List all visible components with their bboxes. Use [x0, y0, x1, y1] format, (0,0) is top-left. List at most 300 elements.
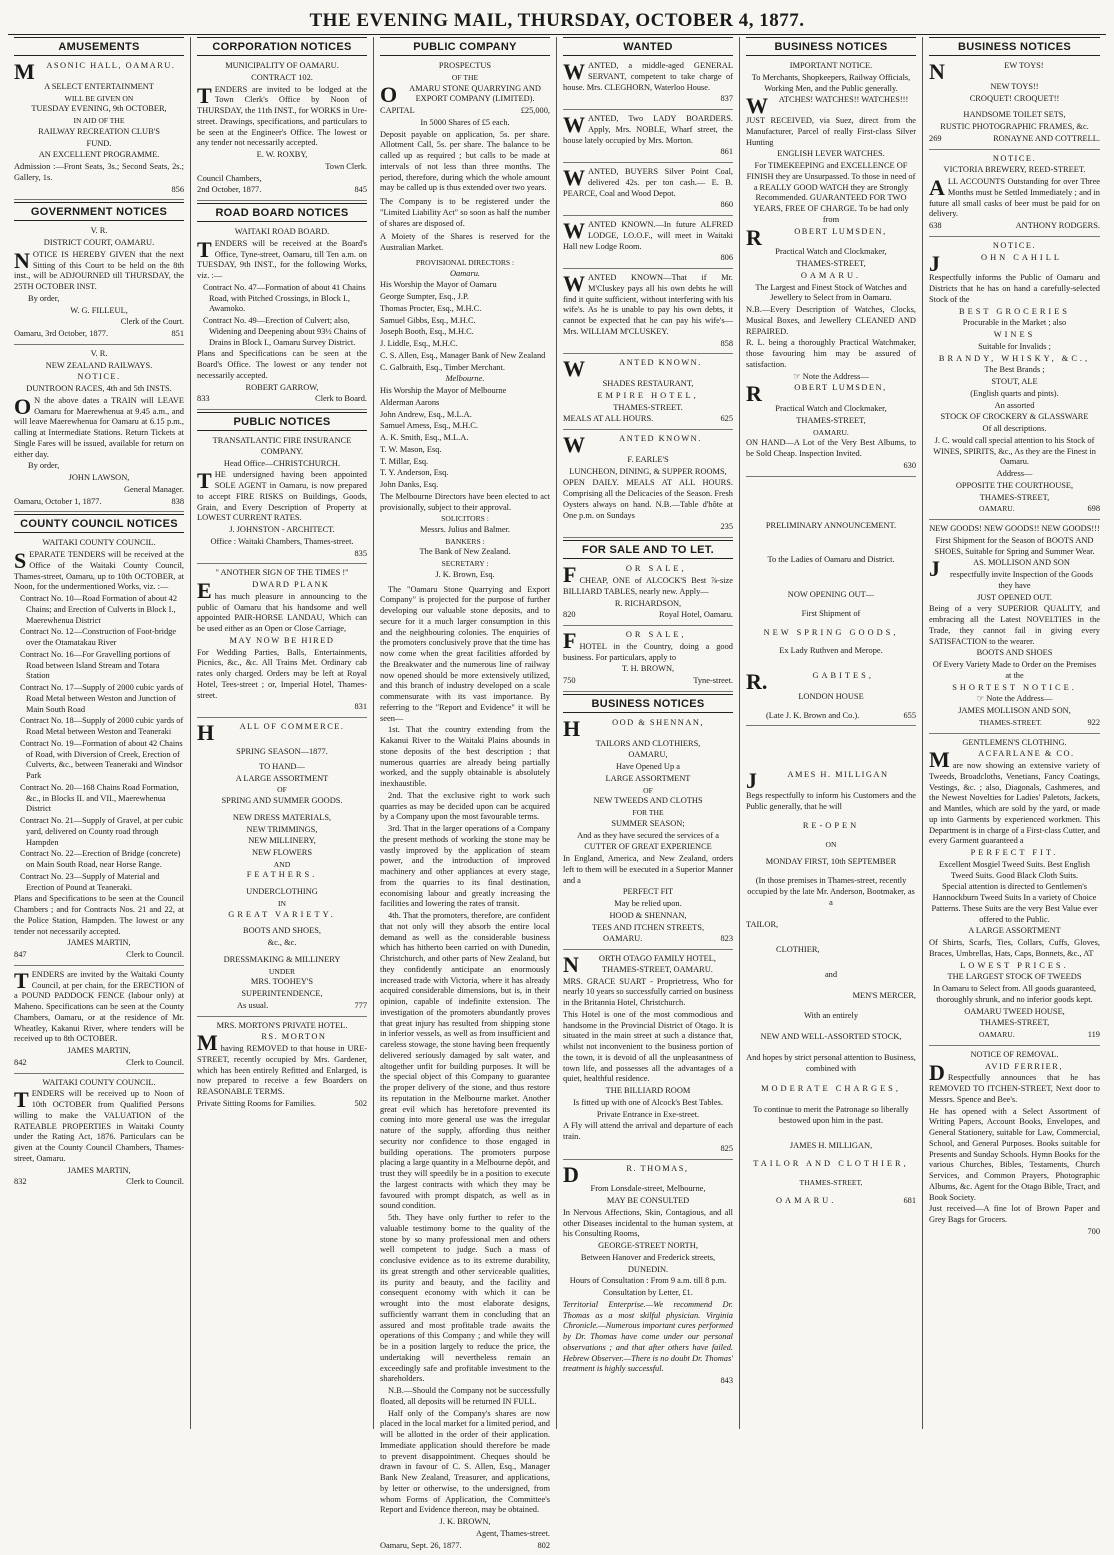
- ad-number: 832: [14, 1177, 27, 1187]
- ad-line: ENGLISH LEVER WATCHES.: [777, 149, 885, 159]
- ad-line: By order,: [28, 461, 60, 471]
- drop-cap: F: [563, 628, 577, 653]
- ad-body: CHEAP, ONE of ALCOCK'S Best ⅞-size BILLIARD TABLES, nearly new. Apply—: [563, 576, 733, 596]
- ad-line: ☞ Note the Address—: [976, 694, 1053, 704]
- ad-line: The Best Brands ;: [984, 365, 1045, 375]
- ad-signature: JAMES MARTIN,: [67, 1165, 131, 1175]
- ad-body: Respectfully informs the Public of Oamaru and Districts that he has on hand a carefully-selected Stock of the: [929, 273, 1100, 304]
- ad-line: TAILORS AND CLOTHIERS,: [595, 738, 701, 748]
- ad-line: UNDER: [268, 966, 296, 976]
- ad-line: DUNTROON RACES, 4th and 5th INSTS.: [26, 384, 172, 394]
- drop-cap: E: [197, 578, 212, 604]
- ad-number: 820: [563, 610, 576, 620]
- ad-body: For Wedding Parties, Balls, Entertainments, Picnics, &c., &c. All Trains Met. Ordinary cab rates only charged. Orders may be left at Royal Hotel, Tees-street ; or, Imperial Hotel, Thames-street.: [197, 647, 367, 700]
- ad-body: N.B.—Every Description of Watches, Clocks, Musical Boxes, and Jewellery CLEANED AND REPAIRED.: [746, 305, 916, 336]
- hood-shennan-ad: [563, 716, 733, 950]
- ad-signature: JAMES H. MILLIGAN,: [789, 1140, 873, 1150]
- drop-cap: H: [197, 720, 215, 746]
- ad-line: GEORGE-STREET NORTH,: [598, 1241, 698, 1251]
- ad-line: Melbourne.: [445, 374, 485, 384]
- ad-line: Agent, Thames-street.: [475, 1528, 550, 1538]
- drop-cap: W: [563, 59, 585, 85]
- ad-line: MEALS AT ALL HOURS.: [563, 414, 654, 424]
- ad-body: OPEN DAILY. MEALS AT ALL HOURS. Comprising all the Delicacies of the Season. Fresh Oysters always on hand. N.B.—Table d'hôte at One p.m. on Sundays: [563, 478, 733, 520]
- ad-body: HOTEL in the Country, doing a good business. For particulars, apply to: [563, 641, 733, 662]
- ad-line: LARGE ASSORTMENT: [605, 773, 691, 783]
- ad-name: AS. MOLLISON AND SON: [973, 558, 1070, 568]
- ad-body: Excellent Mosgiel Tweed Suits. Best English Tweed Suits. Good Black Cloth Suits.: [939, 859, 1090, 880]
- ad-line: Clerk to Council.: [126, 950, 184, 960]
- ad-body: In Oamaru to Select from. All goods guaranteed, thoroughly shrunk, and no inferior goods kept.: [932, 984, 1097, 1004]
- ad-line: BOOTS AND SHOES: [976, 648, 1053, 658]
- ad-number: 630: [903, 460, 916, 470]
- ad-line: V. R.: [90, 348, 108, 358]
- ad-number: 835: [354, 548, 367, 558]
- drop-cap: N: [929, 59, 945, 85]
- ad-body: Deposit payable on application, 5s. per share. Allotment Call, 5s. per share. The balance to be called up as required ; but calls to be made at intervals of not less than three months. The period, therefore, during which the whole amount may be called up is thus extended over two years.: [380, 129, 550, 193]
- ad-body: And hopes by strict personal attention to Business, combined with: [746, 1052, 916, 1073]
- waitaki-county-tenders-ad: [14, 536, 184, 966]
- ad-title: IMPORTANT NOTICE.: [789, 61, 873, 71]
- ad-line: NOTICE.: [77, 372, 121, 382]
- ad-line: BEST GROCERIES: [959, 306, 1070, 316]
- section-heading: PUBLIC COMPANY: [380, 37, 550, 56]
- ad-line: MRS. TOOHEY'S: [250, 977, 314, 987]
- ad-body: For TIMEKEEPING and EXCELLENCE OF FINISH they are Unsurpassed. To those in need of a REALLY GOOD WATCH they are Strongly Recommended. GUARANTEED FOR TWO YEARS, FREE OF CHARGE. To be had only from: [746, 161, 916, 224]
- ad-line: EW TOYS!: [1004, 61, 1044, 71]
- drop-cap: J: [746, 768, 757, 794]
- drop-cap: M: [929, 747, 950, 773]
- ad-line: SECRETARY :: [441, 559, 489, 569]
- section-heading: BUSINESS NOTICES: [929, 37, 1100, 56]
- ad-number: 625: [720, 414, 733, 424]
- ad-line: MONDAY FIRST, 10th SEPTEMBER: [765, 857, 897, 867]
- drop-cap: T: [197, 236, 212, 262]
- ad-number: 831: [354, 702, 367, 712]
- ad-name: OHN CAHILL: [981, 252, 1062, 262]
- drop-cap: R: [746, 224, 762, 250]
- ad-line: (Late J. K. Brown and Co.).: [766, 710, 860, 720]
- ad-title: WAITAKI COUNTY COUNCIL.: [42, 1077, 156, 1087]
- ad-number: 823: [720, 934, 733, 944]
- victoria-brewery-ad: [929, 152, 1100, 237]
- drop-cap: W: [563, 356, 585, 382]
- ad-number: 119: [1087, 1030, 1100, 1040]
- column-2: [191, 37, 374, 1429]
- ad-number: 698: [1087, 504, 1100, 514]
- ad-name: OBERT LUMSDEN,: [794, 226, 887, 236]
- john-cahill-ad: [929, 239, 1100, 520]
- ad-number: 655: [903, 710, 916, 720]
- ad-line: Ex Lady Ruthven and Merope.: [779, 646, 883, 656]
- ad-line: CROQUET! CROQUET!!: [969, 93, 1060, 103]
- ad-line: As usual.: [237, 1000, 269, 1010]
- ad-body: ENDERS will be received at the Board's Office, Tyne-street, Oamaru, till Ten a.m. on TUESDAY, 9th INST., for the following Works, viz. :—: [197, 238, 367, 281]
- ad-line: THE BILLIARD ROOM: [605, 1086, 691, 1096]
- ad-line: NEW FLOWERS: [251, 848, 313, 857]
- ad-body: A Fly will attend the arrival and departure of each train.: [563, 1121, 733, 1142]
- ad-line: With an entirely: [803, 1011, 859, 1021]
- ad-line: THAMES-STREET,: [796, 415, 866, 425]
- milligan-ad: [746, 728, 916, 1210]
- ad-body: Territorial Enterprise.—We recommend Dr. Thomas as a most skilful physician. Virginia Chronicle.—Numerous important cures performed by Dr. Thomas have come under our personal observations ; and that after others have failed. Hebrew Observer.—There is no doubt Dr. Thomas' treatment is highly successful.: [563, 1299, 733, 1374]
- ad-title: MRS. MORTON'S PRIVATE HOTEL.: [216, 1020, 348, 1030]
- ad-line: Clerk of the Court.: [120, 317, 184, 327]
- ad-body: This Hotel is one of the most commodious and handsome in the Provincial District of Otago. It is situated in the main street at such a distance that, whilst not inconvenient to the business portion of the town, it is devoid of all the unpleasantness of town life, and possesses all the advantages of a quiet, healthful residence.: [563, 1009, 733, 1084]
- ad-line: SHORTEST NOTICE.: [952, 682, 1077, 692]
- ad-line: and: [824, 969, 838, 979]
- ad-line: Council Chambers,: [197, 173, 262, 183]
- ad-line: The Bank of New Zealand.: [419, 547, 511, 557]
- drop-cap: T: [14, 967, 29, 993]
- drop-cap: N: [563, 952, 579, 978]
- ad-number: 806: [720, 253, 733, 263]
- ad-line: LONDON HOUSE: [798, 691, 864, 701]
- ad-body: To Merchants, Shopkeepers, Railway Officials, Working Men, and the Public generally.: [751, 72, 911, 93]
- drop-cap: N: [14, 247, 30, 273]
- ad-number: 777: [354, 1000, 367, 1010]
- drop-cap: T: [197, 82, 212, 108]
- ad-line: OAMARU.: [979, 1030, 1015, 1040]
- ad-line: Hours of Consultation : From 9 a.m. till 8 p.m.: [569, 1276, 727, 1286]
- ad-body: Respectfully announces that he has REMOVED TO ITCHEN-STREET, Next door to Messrs. Spence and Bee's.: [929, 1073, 1100, 1104]
- district-court-ad: [14, 224, 184, 345]
- wanted-ad: [563, 271, 733, 354]
- drop-cap: H: [563, 715, 581, 741]
- ad-number: 847: [14, 950, 27, 960]
- ad-line: STOCK OF CROCKERY & GLASSWARE: [940, 412, 1089, 422]
- section-heading: COUNTY COUNCIL NOTICES: [14, 514, 184, 533]
- ad-line: TAILOR,: [746, 920, 779, 930]
- section-heading: AMUSEMENTS: [14, 37, 184, 56]
- ad-name: AVID FERRIER,: [984, 1061, 1063, 1071]
- ad-body: In England, America, and New Zealand, orders left to them will be executed in a Superior Manner and a: [563, 854, 733, 885]
- column-3: [374, 37, 557, 1550]
- ad-line: PERFECT FIT.: [970, 848, 1059, 858]
- drop-cap: W: [563, 112, 585, 138]
- contract-item: Contract No. 21—Supply of Gravel, at per cubic yard, delivered on County road through Hampden: [20, 816, 184, 847]
- ferrier-removal-ad: [929, 1048, 1100, 1242]
- pound-fence-ad: [14, 968, 184, 1074]
- ad-line: DUNEDIN.: [627, 1264, 669, 1274]
- ad-line: RAILWAY RECREATION CLUB'S: [38, 126, 160, 136]
- ad-title: NOTICE OF REMOVAL.: [970, 1049, 1059, 1059]
- drop-cap: R.: [746, 669, 768, 695]
- director: Joseph Booth, Esq., M.H.C.: [380, 327, 474, 337]
- ad-line: Practical Watch and Clockmaker,: [775, 247, 887, 257]
- contract-item: Contract No. 23—Supply of Material and Erection of Pound at Teaneraki.: [20, 871, 160, 892]
- ad-name: F. EARLE'S: [627, 454, 669, 464]
- ad-body: Of Every Variety Made to Order on the Premises at the: [932, 660, 1097, 680]
- ad-line: Royal Hotel, Oamaru.: [659, 610, 733, 620]
- ad-line: NEW TWEEDS AND CLOTHS: [593, 796, 703, 806]
- ad-body: Of Shirts, Scarfs, Ties, Collars, Cuffs, Gloves, Braces, Umbrellas, Hats, Caps, Bonnets, &c., AT: [929, 938, 1100, 958]
- masthead: THE EVENING MAIL, THURSDAY, OCTOBER 4, 1877.: [309, 10, 805, 31]
- ad-body: First Shipment for the Season of BOOTS AND SHOES, Suitable for Spring and Summer Wear.: [934, 535, 1095, 556]
- earle-rooms-ad: [563, 432, 733, 538]
- ad-line: MAY BE CONSULTED: [606, 1196, 690, 1206]
- ad-line: J. K. Brown, Esq.: [435, 569, 495, 579]
- prospectus-paragraph: Half only of the Company's shares are now placed in the local market for a limited period, and will be allotted in the order of their application. Immediate application should therefore be made to prevent disappointment. Cheques should be drawn in favour of C. S. Allen, Esq., Manager Bank New Zealand, Treasurer, and applications, by letter or otherwise, to the undersigned, from whom Forms of Application, the Committee's Report and Evidence thereon, may be obtained.: [380, 1408, 550, 1515]
- ad-line: Address—: [996, 469, 1033, 479]
- section-heading: ROAD BOARD NOTICES: [197, 203, 367, 222]
- ad-title: NEW GOODS! NEW GOODS!! NEW GOODS!!!: [929, 524, 1100, 534]
- ad-line: OAMARU TWEED HOUSE,: [964, 1006, 1065, 1016]
- ad-date: Oamaru, Sept. 26, 1877.: [380, 1540, 462, 1550]
- ad-body: ANTED KNOWN.—In future ALFRED LODGE, I.O.O.F., will meet in Waitaki Hall new Lodge Room.: [563, 220, 733, 251]
- section-heading: FOR SALE AND TO LET.: [563, 540, 733, 559]
- mollison-boots-ad: [929, 522, 1100, 734]
- ad-line: PERFECT FIT: [622, 887, 674, 897]
- ad-line: SUMMER SEASON;: [611, 818, 685, 828]
- ad-line: And as they have secured the services of a: [577, 830, 719, 840]
- ad-title: MUNICIPALITY OF OAMARU.: [225, 61, 339, 71]
- drop-cap: D: [929, 1059, 945, 1085]
- ad-body: ENDERS will be received up to Noon of 10th OCTOBER from Qualified Persons willing to make the VALUATION of the RATEABLE PROPERTIES in Waitaki County under the Rating Act, 1876. Particulars can be given at the County Council Chambers, Thames-street, Oamaru.: [14, 1089, 184, 1163]
- ad-number: 922: [1087, 717, 1100, 727]
- drop-cap: J: [929, 250, 940, 276]
- ad-name: R. THOMAS,: [626, 1163, 689, 1173]
- masonic-hall-ad: [14, 59, 184, 200]
- ad-signature: JOHN LAWSON,: [68, 473, 130, 483]
- section-heading: BUSINESS NOTICES: [746, 37, 916, 56]
- contract-item: Contract No. 18—Supply of 2000 cubic yards of Road Metal between Weston and Teaneraki: [20, 716, 184, 737]
- ad-line: OF: [643, 785, 653, 795]
- ad-body: R. L. being a thoroughly Practical Watchmaker, those favouring him may be assured of satisfaction.: [746, 338, 916, 369]
- ad-line: SPRING AND SUMMER GOODS.: [221, 796, 343, 805]
- ad-line: FOR THE: [632, 808, 664, 818]
- toys-ad: [929, 59, 1100, 150]
- ad-title: PRELIMINARY ANNOUNCEMENT.: [765, 520, 897, 530]
- ad-line: TEES AND ITCHEN STREETS,: [591, 922, 705, 932]
- ad-body: having REMOVED to that house in URE-STREET, recently occupied by Mrs. Gardener, which has been entirely Refitted and Enlarged, is now prepared to receive a few Boarders on REASONABLE TERMS.: [197, 1044, 367, 1097]
- ad-line: THAMES-STREET.: [613, 402, 683, 412]
- ad-number: 861: [720, 147, 733, 157]
- ad-line: OF THE: [451, 72, 479, 82]
- ad-date: Oamaru, 3rd October, 1877.: [14, 329, 109, 339]
- contract-item: Contract No. 16—For Gravelling portions of Road between Island Stream and Totara Station: [20, 649, 171, 681]
- ad-body: To continue to merit the Patronage so liberally bestowed upon him in the past.: [753, 1105, 909, 1125]
- ad-body: ANTED, a middle-aged GENERAL SERVANT, competent to take charge of house. Mrs. CLEGHORN, Waterloo House.: [563, 61, 733, 92]
- ad-line: V. R.: [90, 226, 108, 236]
- ad-title: NOTICE.: [992, 240, 1037, 250]
- ad-body: LL ACCOUNTS Outstanding for over Three Months must be Settled Immediately ; and in future all small casks of beer must be paid for on delivery.: [929, 177, 1100, 219]
- ad-body: EPARATE TENDERS will be received at the Office of the Waitaki County Council, Thames-street, Oamaru, up to 10th OCTOBER, at Noon, for the undermentioned Works, viz. :—: [14, 550, 184, 592]
- ad-line: SPRING SEASON—1877.: [236, 747, 328, 757]
- ad-line: General Manager.: [124, 484, 184, 494]
- director: Thomas Procter, Esq., M.H.C.: [380, 303, 482, 313]
- ad-line: Procurable in the Market ; also: [962, 318, 1067, 328]
- ad-signature: JAMES MARTIN,: [67, 938, 131, 948]
- contract-item: Contract No. 17—Supply of 2000 cubic yards of Road Metal between Weston and Junction of Main South Road: [20, 683, 184, 714]
- ad-line: SUPERINTENDENCE,: [241, 989, 323, 999]
- director: Samuel Amess, Esq., M.H.C.: [380, 421, 478, 431]
- ad-line: Oamaru.: [449, 268, 480, 278]
- ad-body: ENDERS are invited by the Waitaki County Council, at per chain, for the ERECTION of a POUND PADDOCK FENCE (labour only) at Maheno. Specifications can be seen at the County Chambers, Oamaru, or at the residence of Mr. Wheatley, Kakanui River, where tenders will be received up to 8th OCTOBER.: [14, 969, 184, 1044]
- ad-name: AMES H. MILLIGAN: [787, 770, 889, 780]
- ad-line: DRESSMAKING & MILLINERY: [223, 954, 341, 964]
- ad-signature: JAMES MOLLISON AND SON,: [958, 706, 1071, 716]
- ad-name: OOD & SHENNAN,: [612, 717, 705, 727]
- ad-body: are now showing an extensive variety of Tweeds, Broadcloths, Venetians, Fancy Coatings, Vestings, &c. ; also, Diagonals, Cashmeres, and the Newest Novelties for Ladies' Paletots, Jackets, and Mantles, which are sold by the yard, or made up into Garments by experienced workmen. This Department is in charge of a First-class Cutter, and every Garment guaranteed a: [929, 761, 1100, 846]
- ad-line: Clerk to Council.: [126, 1177, 184, 1187]
- ad-number: 502: [354, 1098, 367, 1108]
- ad-body: The Melbourne Directors have been elected to act provisionally, subject to their approval.: [380, 491, 550, 512]
- morton-hotel-ad: [197, 1019, 367, 1114]
- ad-body: respectfully invite Inspection of the Goods they have: [949, 570, 1094, 590]
- ad-title: " ANOTHER SIGN OF THE TIMES !": [215, 568, 349, 578]
- gabites-announcement-ad: [746, 479, 916, 727]
- ad-line: Suitable for Invalids ;: [978, 341, 1051, 351]
- director: John Andrew, Esq., M.L.A.: [380, 409, 472, 419]
- ad-line: JUST OPENED OUT.: [977, 592, 1052, 602]
- capital-label: CAPITAL: [380, 106, 415, 116]
- contract-item: Contract No. 22—Erection of Bridge (concrete) on Main South Road, near Horse Range.: [20, 849, 181, 870]
- ad-line: THAMES-STREET,: [799, 1178, 863, 1187]
- ad-line: AN EXCELLENT PROGRAMME.: [38, 150, 160, 160]
- director: Alderman Aarons: [380, 397, 440, 407]
- ad-title: AMARU STONE QUARRYING AND EXPORT COMPANY (LIMITED).: [409, 83, 541, 104]
- director: C. Galbraith, Esq., Timber Merchant.: [380, 362, 505, 372]
- ad-body: ANTED, BUYERS Silver Point Coal, delivered 42s. per ton cash.— E. B. PEARCE, Coal and Wood Depot.: [563, 167, 733, 198]
- ad-signature: T. H. BROWN,: [621, 664, 675, 674]
- contract-item: Contract No. 19—Formation of about 42 Chains of Road, with Diversion of Creek, Erection of Culverts, &c., between Teaneraki and Windsor Park: [20, 738, 183, 781]
- ad-line: UNDERCLOTHING: [246, 887, 318, 897]
- ad-signature: JAMES MARTIN,: [67, 1046, 131, 1056]
- ad-line: To the Ladies of Oamaru and District.: [767, 555, 895, 565]
- prospectus-paragraph: The "Oamaru Stone Quarrying and Export Company" is projected for the purpose of further developing our valuable stone deposits, and to secure for it a much larger consumption in this and the neighbouring colonies. The enquiries of the promoters conclusively prove that the time has now come when the great facilities afforded by the Breakwater and the numerous line of railway now opened should be more extensively utilized, and this branch of industry developed on a scale commensurate with its vast importance. By referring to the "Report and Evidence" it will be seen—: [380, 584, 550, 723]
- drop-cap: M: [197, 1030, 218, 1056]
- edward-plank-ad: [197, 566, 367, 718]
- ad-line: A LARGE ASSORTMENT: [235, 773, 329, 783]
- ad-number: 235: [720, 522, 733, 532]
- section-heading: CORPORATION NOTICES: [197, 37, 367, 56]
- ad-name: GABITES,: [812, 671, 874, 681]
- ad-line: By order,: [28, 293, 60, 303]
- drop-cap: T: [14, 1087, 29, 1113]
- drop-cap: S: [14, 548, 27, 574]
- ad-line: Clerk to Board.: [315, 394, 367, 404]
- ad-line: WINES: [993, 330, 1036, 340]
- ad-line: Of all descriptions.: [982, 424, 1047, 434]
- ad-signature: RONAYNE AND COTTRELL.: [993, 133, 1100, 143]
- ad-number: 843: [720, 1376, 733, 1386]
- drop-cap: W: [563, 165, 585, 191]
- director: John Danks, Esq.: [380, 480, 439, 490]
- ad-body: (In those premises in Thames-street, recently occupied by the late Mr. Anderson, Bootmaker, as a: [747, 876, 915, 907]
- ad-line: CLOTHIER,: [776, 945, 820, 954]
- ad-title: ASONIC HALL, OAMARU.: [46, 61, 176, 71]
- prospectus-paragraph: N.B.—Should the Company not be successfully floated, all deposits will be returned IN FULL.: [380, 1386, 550, 1406]
- ad-number: 681: [903, 1195, 916, 1205]
- ad-line: THE LARGEST STOCK OF TWEEDS: [947, 972, 1082, 982]
- ad-line: THAMES-STREET,: [979, 492, 1050, 502]
- director: T. Millar, Esq.: [380, 456, 429, 466]
- ad-line: BRANDY, WHISKY, &C.,: [938, 353, 1091, 363]
- ad-line: NEW DRESS MATERIALS,: [232, 812, 332, 822]
- ad-line: Town Clerk.: [325, 161, 367, 171]
- dr-thomas-ad: [563, 1162, 733, 1391]
- ad-body: OTICE IS HEREBY GIVEN that the next Sitting of this Court to be held on the 8th inst., will be ADJOURNED till THURSDAY, the 25TH OCTOBER INST.: [14, 249, 184, 292]
- ad-signature: W. G. FILLEUL,: [70, 305, 128, 315]
- prospectus-paragraph: 3rd. That in the larger operations of a Company the present methods of working the stone may be vastly improved by the application of steam power, and the introduction of improved machinery and other appliances at every stage, from the quarries to its final destination, economising labour and greatly increasing the facilities and lowering the rates of transit.: [380, 824, 550, 909]
- prospectus-paragraph: 4th. That the promoters, therefore, are confident that not only will they absorb the entire local demand as well as the considerable business which has hitherto been carried on with Dunedin, Christchurch, and other parts of New Zealand, but they confidently anticipate an enormously increased trade with Victoria, where it has already acquired considerable dimensions, but is, in their opinion, capable of indefinite extension. The investigation of the promoters abundantly proves that great injury has resulted from shipping stone in inferior vessels, as well as from insufficient and careless stowage, the stone having been frequently delivered seriously damaged by salt water, and altogether unfit for building purposes. It will be the special object of this Company to guarantee the proper delivery of the stone, and thus restore its reputation in the Melbourne market. Another great evil which has heretofore prevented its coming into more general use was the irregular nature of the supply, affording thus neither security nor confidence to those engaged in building operations. The promoters purpose placing a large quantity in a Melbourne depôt, and trust they will speedily be in a position to execute the largest contracts with which they may be favoured with prompt dispatch, as well as in sound condition.: [380, 911, 550, 1211]
- ad-title: VICTORIA BREWERY, REED-STREET.: [943, 165, 1086, 175]
- ad-line: Messrs. Julius and Balmer.: [419, 524, 511, 534]
- ad-line: &c., &c.: [267, 938, 297, 948]
- ad-number: 700: [1087, 1226, 1100, 1236]
- ad-line: RUSTIC PHOTOGRAPHIC FRAMES, &c.: [940, 122, 1089, 132]
- ad-line: BANKERS :: [445, 536, 485, 546]
- contract-item: Contract No. 10—Road Formation of about 42 Chains; and Erection of Culverts in Block I., Maerewhenua District: [20, 594, 178, 625]
- transatlantic-insurance-ad: [197, 434, 367, 564]
- ad-body: HE undersigned having been appointed SOLE AGENT in Oamaru, is now prepared to accept FIRE RISKS on Buildings, Goods, Grain, and Every Description of Property at LOWEST CURRENT RATES.: [197, 470, 367, 523]
- municipality-contract-ad: [197, 59, 367, 201]
- ad-line: First Shipment of: [801, 608, 861, 618]
- prospectus-paragraph: 1st. That the country extending from the Kakanui River to the Waitaki Plains abounds in stone deposits of the best description ; that numerous quarries are already being partially worked, and the supply obtainable is absolutely inexhaustible.: [380, 725, 550, 789]
- columns: [8, 37, 1106, 1550]
- ad-line: TAILOR AND CLOTHIER,: [753, 1159, 909, 1169]
- ad-line: PROVISIONAL DIRECTORS :: [415, 257, 515, 267]
- ad-line: Clerk to Council.: [126, 1057, 184, 1067]
- ad-line: THAMES-STREET,: [796, 259, 866, 269]
- ad-line: THAMES-STREET,: [979, 1018, 1050, 1028]
- ad-line: MODERATE CHARGES,: [761, 1084, 901, 1094]
- ad-body: In Nervous Affections, Skin, Contagious, and all other Diseases incidental to the human system, at his Consulting Rooms,: [563, 1207, 733, 1239]
- ad-line: OAMARU.: [813, 427, 849, 437]
- column-1: [8, 37, 191, 1429]
- nz-railways-ad: [14, 347, 184, 513]
- ad-title: ALL OF COMMERCE.: [239, 722, 345, 732]
- ad-line: TUESDAY EVENING, 9th OCTOBER,: [31, 104, 167, 114]
- column-5: [740, 37, 923, 1429]
- ad-title: WAITAKI COUNTY COUNCIL.: [42, 538, 156, 548]
- ad-name: ACFARLANE & CO.: [978, 749, 1075, 759]
- ad-line: May be relied upon.: [614, 899, 682, 909]
- ad-line: CONTRACT 102.: [251, 72, 313, 82]
- prospectus-paragraph: 5th. They have only further to refer to the valuable testimony borne to the quality of the stone by so many professional men and others well competent to judge. Such a mass of conclusive evidence as to its extreme durability, its great strength and other serviceable qualities, its purity and beauty, and the facility and consequent economy with which it can be wrought into the most elaborate designs, sufficiently warrant them in concluding that an assured and most profitable trade awaits the operations of this Company ; and while they will be in a position largely to reduce the price, the undertaking will nevertheless remain an exceedingly safe and profitable investment to the shareholders.: [380, 1213, 550, 1384]
- ad-body: J. C. would call special attention to his Stock of WINES, SPIRITS, &c., As they are the Finest in Oamaru.: [933, 435, 1096, 467]
- ad-line: From Lonsdale-street, Melbourne,: [590, 1184, 706, 1194]
- ad-line: LUNCHEON, DINING, & SUPPER ROOMS,: [569, 466, 727, 476]
- ad-line: RE-OPEN: [802, 820, 860, 830]
- ad-number: 837: [720, 94, 733, 104]
- ad-line: STOUT, ALE: [991, 377, 1038, 387]
- ad-line: NEW AND WELL-ASSORTED STOCK,: [760, 1032, 902, 1041]
- ad-line: Is fitted up with one of Alcock's Best Tables.: [573, 1097, 723, 1107]
- ad-line: An assorted: [994, 400, 1035, 410]
- ad-line: NOW OPENING OUT—: [787, 590, 875, 600]
- masthead-rule: [8, 34, 1106, 35]
- director: C. S. Allen, Esq., Manager Bank of New Zealand: [380, 350, 546, 360]
- contract-item: Contract No. 47—Formation of about 41 Chains Road, with Pitched Crossings, in Block I., Awamoko.: [203, 282, 366, 314]
- waitaki-road-board-ad: [197, 225, 367, 410]
- drop-cap: J: [929, 556, 940, 582]
- ad-line: Office : Waitaki Chambers, Thames-street.: [210, 536, 354, 546]
- ad-signature: E. W. ROXBY,: [256, 150, 308, 160]
- ad-signature: J. JOHNSTON - ARCHITECT.: [229, 525, 335, 535]
- ad-line: NEW TOYS!!: [990, 81, 1039, 91]
- capital-value: £25,000,: [520, 106, 550, 116]
- ad-title: NOTICE.: [992, 153, 1037, 163]
- ad-number: 860: [720, 200, 733, 210]
- drop-cap: O: [380, 81, 398, 107]
- ad-title: ORTH OTAGO FAMILY HOTEL, THAMES-STREET, OAMARU.: [598, 954, 716, 974]
- director: His Worship the Mayor of Melbourne: [380, 386, 507, 396]
- valuation-tenders-ad: [14, 1076, 184, 1193]
- shades-restaurant-ad: [563, 356, 733, 430]
- ad-line: GREAT VARIETY.: [228, 909, 336, 919]
